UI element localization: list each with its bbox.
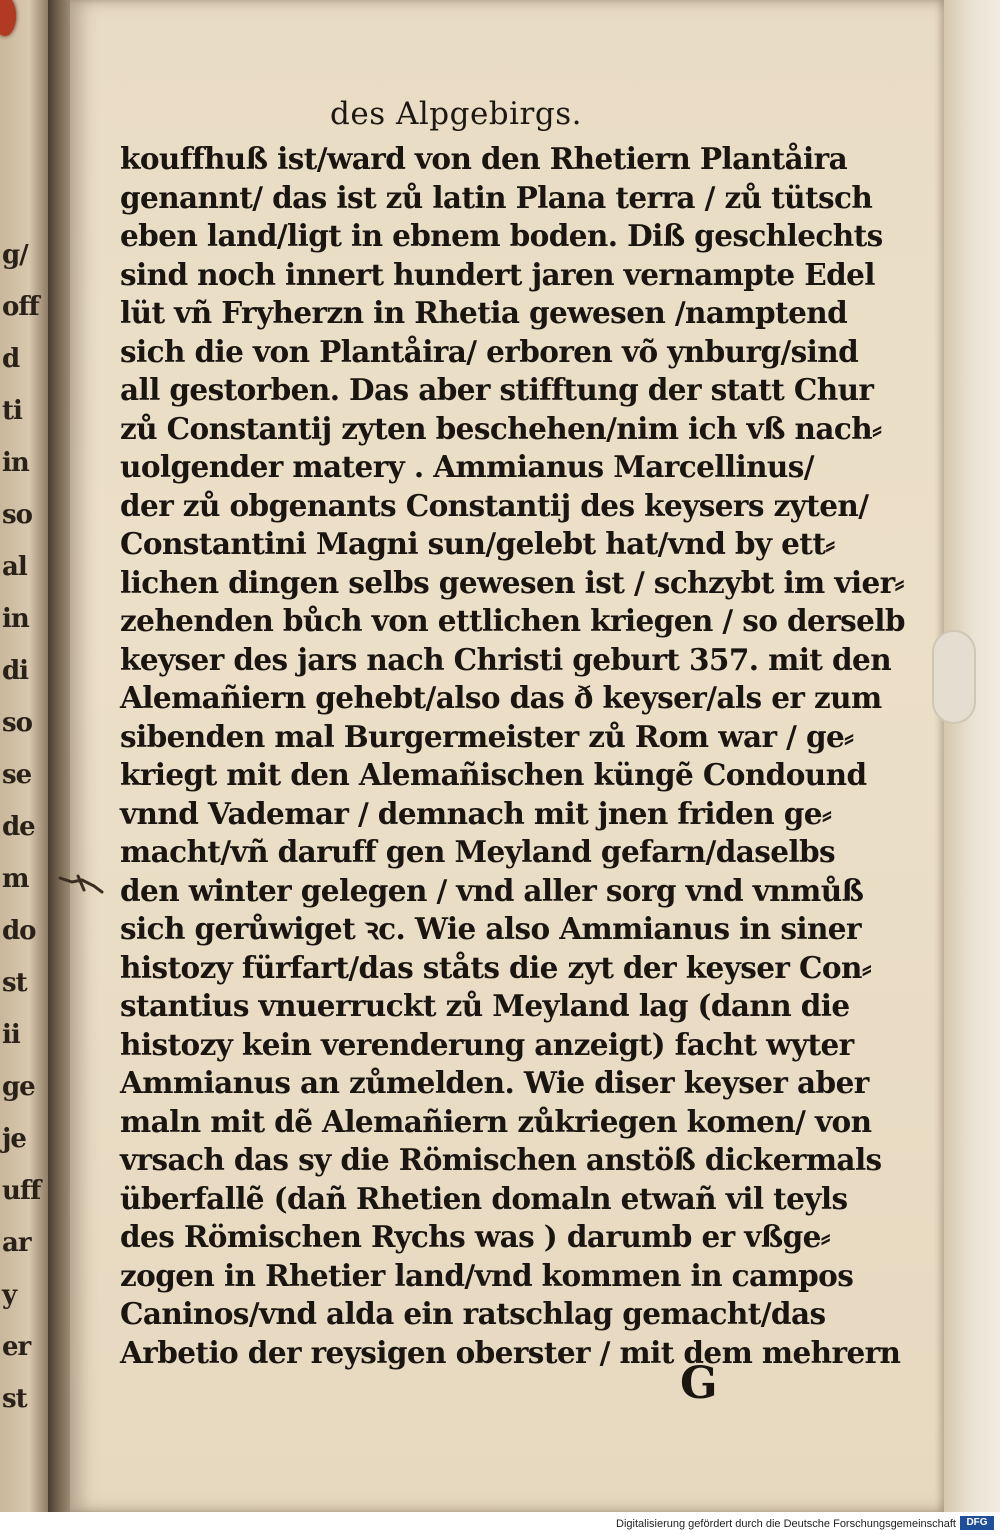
text-line: zehenden bůch von ettlichen kriegen / so derselb bbox=[120, 603, 905, 638]
running-head: des Alpgebirgs. bbox=[330, 96, 582, 132]
text-line: vrsach das sy die Römischen anstöß dickermals bbox=[120, 1142, 882, 1177]
text-line: histozy kein verenderung anzeigt) facht wyter bbox=[120, 1026, 854, 1062]
facing-page-fragment: uff bbox=[2, 1176, 41, 1206]
facing-page-fragment: je bbox=[2, 1124, 26, 1154]
dfg-logo: DFG bbox=[960, 1516, 994, 1530]
facing-page-fragment: di bbox=[2, 656, 29, 686]
facing-page-fragment: so bbox=[2, 500, 32, 530]
text-line: Arbetio der reysigen oberster / mit dem mehrern bbox=[120, 1334, 901, 1370]
text-line: kriegt mit den Alemañischen küngẽ Condound bbox=[120, 757, 867, 792]
text-line: stantius vnuerruckt zů Meyland lag (dann die bbox=[120, 988, 850, 1023]
facing-page-fragment: er bbox=[2, 1332, 31, 1362]
facing-page-fragment: so bbox=[2, 708, 32, 738]
footer-credit: Digitalisierung gefördert durch die Deutsche Forschungsgemeinschaft bbox=[616, 1518, 956, 1530]
facing-page-fragment: al bbox=[2, 552, 27, 582]
text-line: lichen dingen selbs gewesen ist / schzybt im vier⸗ bbox=[120, 564, 904, 600]
text-line: Constantini Magni sun/gelebt hat/vnd by ett⸗ bbox=[120, 526, 835, 561]
facing-page-fragment: ar bbox=[2, 1228, 31, 1258]
text-line: eben land/ligt in ebnem boden. Diß geschlechts bbox=[120, 218, 883, 253]
text-line: sibenden mal Burgermeister zů Rom war / ge⸗ bbox=[120, 718, 854, 754]
signature-mark: G bbox=[680, 1358, 718, 1409]
text-line: all gestorben. Das aber stifftung der statt Chur bbox=[120, 372, 874, 407]
facing-page-edge bbox=[0, 0, 48, 1512]
facing-page-fragment: g/ bbox=[2, 240, 28, 270]
page-edge-right bbox=[944, 0, 1000, 1512]
text-line: zů Constantij zyten beschehen/nim ich vß nach⸗ bbox=[120, 410, 882, 446]
text-line: genannt/ das ist zů latin Plana terra / zů tütsch bbox=[120, 179, 873, 215]
text-line: überfallẽ (dañ Rhetien domaln etwañ vil teyls bbox=[120, 1180, 848, 1216]
text-line: kouffhuß ist/ward von den Rhetiern Plantåira bbox=[120, 141, 848, 176]
text-line: Alemañiern gehebt/also das ð keyser/als er zum bbox=[120, 680, 882, 715]
text-line: des Römischen Rychs was ) darumb er vßge⸗ bbox=[120, 1219, 831, 1254]
text-line: keyser des jars nach Christi geburt 357. mit den bbox=[120, 641, 892, 677]
facing-page-fragment: st bbox=[2, 1384, 27, 1414]
facing-page-fragment: m bbox=[2, 864, 29, 894]
text-line: macht/vñ daruff gen Meyland gefarn/daselbs bbox=[120, 834, 836, 869]
facing-page-fragment: de bbox=[2, 812, 35, 842]
text-line: den winter gelegen / vnd aller sorg vnd vnmůß bbox=[120, 872, 864, 908]
facing-page-fragment: ti bbox=[2, 396, 22, 426]
facing-page-fragment: ii bbox=[2, 1020, 20, 1050]
facing-page-fragment: off bbox=[2, 292, 39, 322]
text-line: histozy fürfart/das ståts die zyt der keyser Con⸗ bbox=[120, 949, 872, 985]
text-line: vnnd Vademar / demnach mit jnen friden ge⸗ bbox=[120, 795, 832, 831]
facing-page-fragment: do bbox=[2, 916, 36, 946]
facing-page-fragment: d bbox=[2, 344, 20, 374]
text-line: Caninos/vnd alda ein ratschlag gemacht/das bbox=[120, 1296, 826, 1331]
text-line: der zů obgenants Constantij des keysers zyten/ bbox=[120, 487, 869, 523]
text-line: sich gerůwiget ꝛc. Wie also Ammianus in siner bbox=[120, 911, 861, 946]
text-line: sich die von Plantåira/ erboren võ ynburg/sind bbox=[120, 333, 859, 369]
facing-page-fragment: se bbox=[2, 760, 32, 790]
facing-page-fragment: y bbox=[2, 1280, 17, 1310]
text-line: sind noch innert hundert jaren vernampte Edel bbox=[120, 256, 875, 292]
facing-page-fragment: ge bbox=[2, 1072, 35, 1102]
text-line: lüt vñ Fryherzn in Rhetia gewesen /namptend bbox=[120, 295, 848, 330]
facing-page-fragment: in bbox=[2, 604, 29, 634]
facing-page-fragment: st bbox=[2, 968, 27, 998]
text-line: maln mit dẽ Alemañiern zůkriegen komen/ von bbox=[120, 1103, 872, 1139]
text-line: Ammianus an zůmelden. Wie diser keyser aber bbox=[120, 1065, 869, 1100]
ink-mark-icon bbox=[58, 872, 104, 894]
body-text bbox=[120, 140, 905, 1372]
text-line: uolgender matery . Ammianus Marcellinus/ bbox=[120, 449, 814, 484]
text-line: zogen in Rhetier land/vnd kommen in campos bbox=[120, 1257, 854, 1293]
page-clip-tab bbox=[932, 630, 976, 724]
facing-page-fragment: in bbox=[2, 448, 29, 478]
